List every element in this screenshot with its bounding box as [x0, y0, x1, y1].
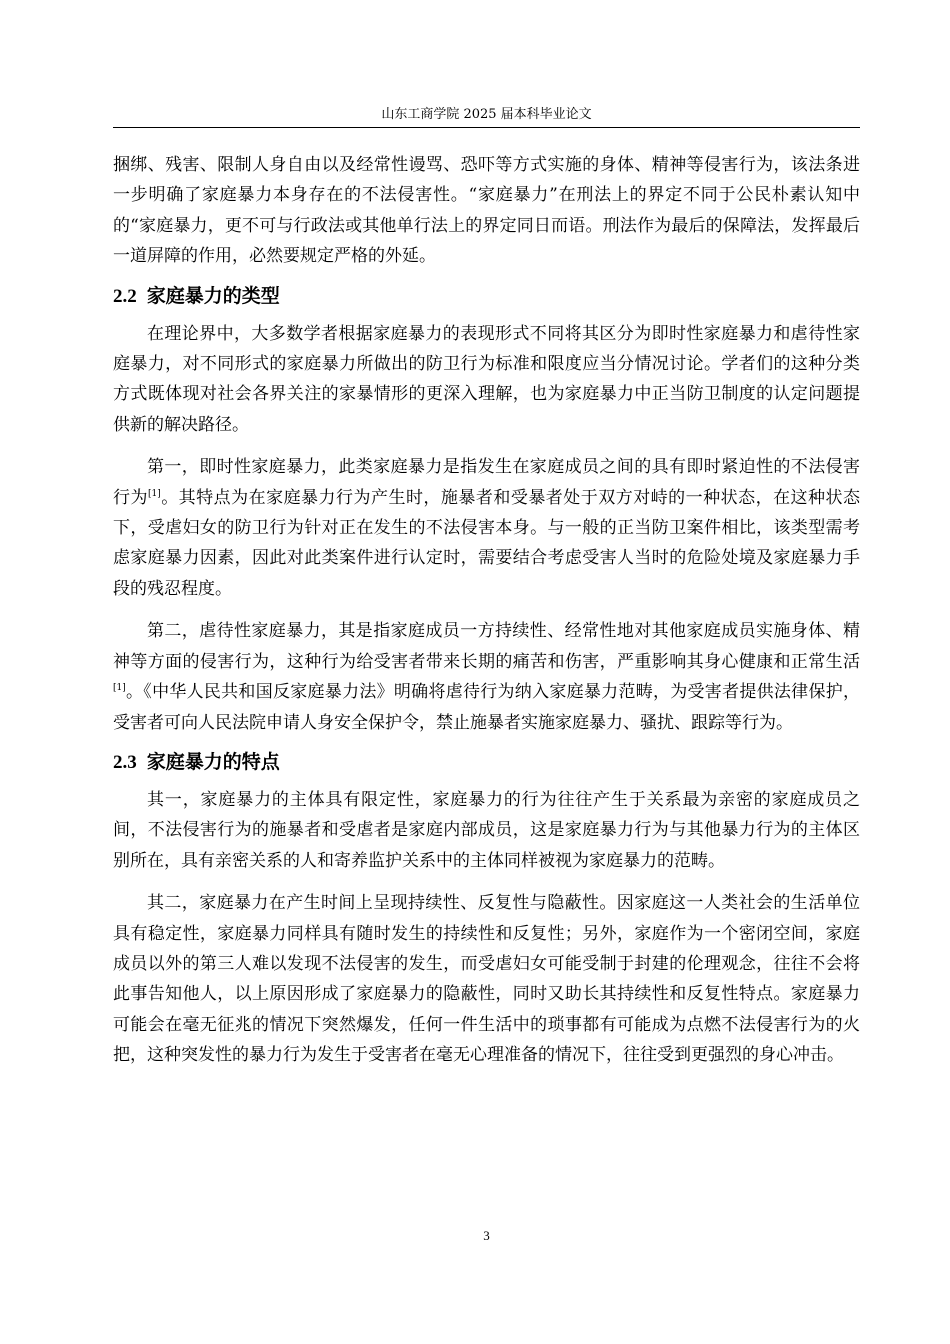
section-title: 家庭暴力的特点: [146, 750, 280, 773]
page-number: 3: [483, 1228, 490, 1243]
paragraph-immediate-violence: [113, 452, 860, 604]
running-header: 山东工商学院 2025 届本科毕业论文: [381, 107, 592, 122]
section-heading-2-3: [113, 746, 860, 779]
page-body: [113, 150, 860, 1071]
paragraph-continued: 捆绑、残害、限制人身自由以及经常性谩骂、恐吓等方式实施的身体、精神等侵害行为，该法条进一步明确了家庭暴力本身存在的不法侵害性。“家庭暴力”在刑法上的界定不同于公民朴素认知中的“家庭暴力，更不可与行政法或其他单行法上的界定同日而语。刑法作为最后的保障法，发挥最后一道屏障的作用，必然要规定严格的外延。: [113, 155, 860, 267]
section-title: 家庭暴力的类型: [146, 284, 280, 307]
section-number: 2.2: [113, 285, 137, 307]
paragraph-subject-limitation: 其一，家庭暴力的主体具有限定性，家庭暴力的行为往往产生于关系最为亲密的家庭成员之间，不法侵害行为的施暴者和受虐者是家庭内部成员，这是家庭暴力行为与其他暴力行为的主体区别所在，具有亲密关系的人和寄养监护关系中的主体同样被视为家庭暴力的范畴。: [113, 789, 860, 871]
section-heading-2-2: [113, 280, 860, 313]
section-number: 2.3: [113, 751, 137, 773]
paragraph-text: 。《中华人民共和国反家庭暴力法》明确将虐待行为纳入家庭暴力范畴，为受害者提供法律保护，受害者可向人民法院申请人身安全保护令，禁止施暴者实施家庭暴力、骚扰、跟踪等行为。: [113, 682, 860, 733]
paragraph-abusive-violence: [113, 616, 860, 738]
citation-ref[interactable]: [1]: [113, 683, 126, 694]
paragraph-text: 第二，虐待性家庭暴力，其是指家庭成员一方持续性、经常性地对其他家庭成员实施身体、精神等方面的侵害行为，这种行为给受害者带来长期的痛苦和伤害，严重影响其身心健康和正常生活: [113, 621, 860, 672]
paragraph-classification: 在理论界中，大多数学者根据家庭暴力的表现形式不同将其区分为即时性家庭暴力和虐待性家庭暴力，对不同形式的家庭暴力所做出的防卫行为标准和限度应当分情况讨论。学者们的这种分类方式既体现对社会各界关注的家暴情形的更深入理解，也为家庭暴力中正当防卫制度的认定问题提供新的解决路径。: [113, 323, 860, 435]
paragraph-persistence-concealment: 其二，家庭暴力在产生时间上呈现持续性、反复性与隐蔽性。因家庭这一人类社会的生活单位具有稳定性，家庭暴力同样具有随时发生的持续性和反复性；另外，家庭作为一个密闭空间，家庭成员以外的第三人难以发现不法侵害的发生，而受虐妇女可能受制于封建的伦理观念，往往不会将此事告知他人，以上原因形成了家庭暴力的隐蔽性，同时又助长其持续性和反复性特点。家庭暴力可能会在毫无征兆的情况下突然爆发，任何一件生活中的琐事都有可能成为点燃不法侵害行为的火把，这种突发性的暴力行为发生于受害者在毫无心理准备的情况下，往往受到更强烈的身心冲击。: [113, 893, 860, 1066]
header-rule: [113, 127, 860, 128]
citation-ref[interactable]: [1]: [147, 488, 161, 499]
paragraph-text: 。其特点为在家庭暴力行为产生时，施暴者和受暴者处于双方对峙的一种状态，在这种状态下，受虐妇女的防卫行为针对正在发生的不法侵害本身。与一般的正当防卫案件相比，该类型需考虑家庭暴力因素，因此对此类案件进行认定时，需要结合考虑受害人当时的危险处境及家庭暴力手段的残忍程度。: [113, 487, 861, 599]
paragraph-text: 第一，即时性家庭暴力，此类家庭暴力是指发生在家庭成员之间的具有即时紧迫性的不法侵害行为: [113, 457, 860, 508]
